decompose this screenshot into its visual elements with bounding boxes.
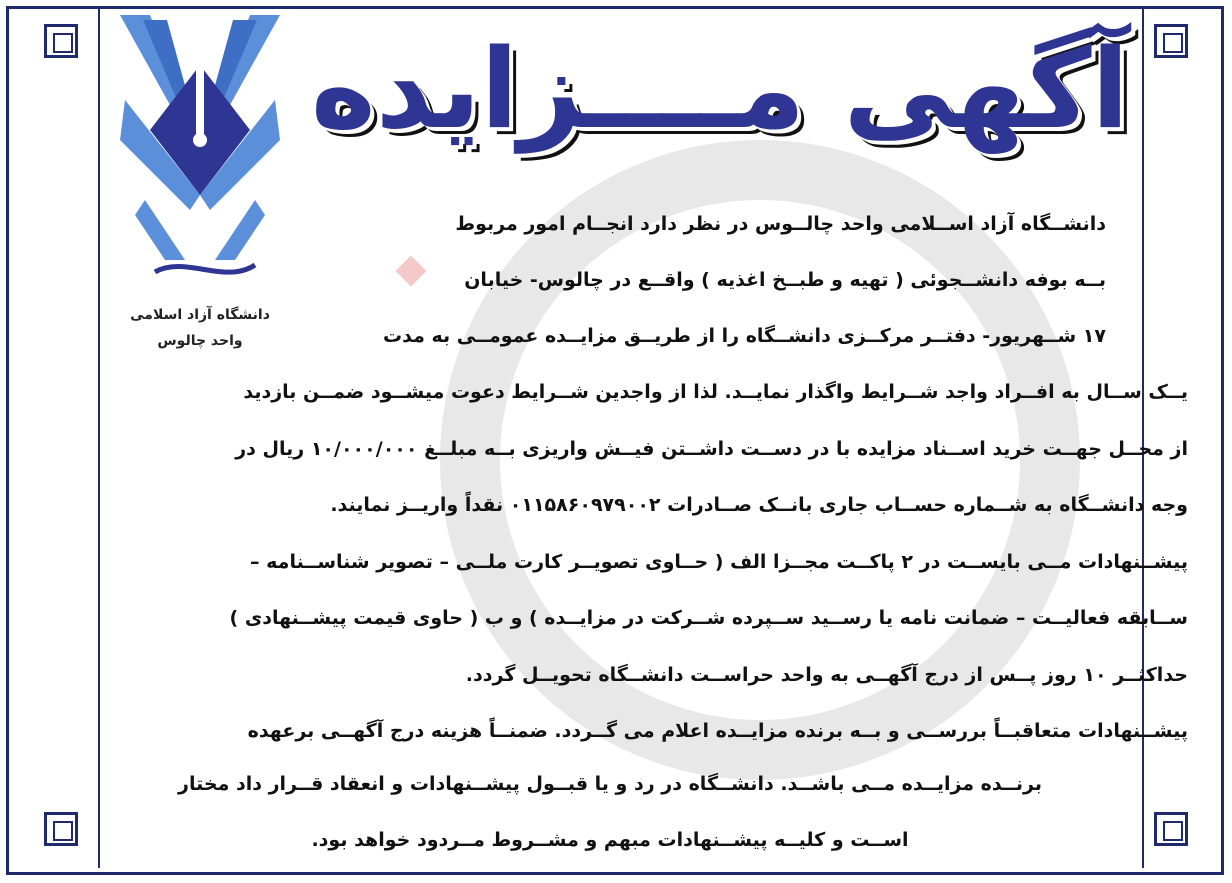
body-line: پیشــنهادات متعاقبــاً بررســی و بــه برنده مزایــده اعلام می گــردد. ضمنــاً هزینه درج آگهــی برعهده [247, 720, 1188, 742]
logo-caption-line2: واحد چالوس [157, 333, 243, 349]
corner-ornament-bottom-right [1154, 812, 1188, 846]
logo-caption [100, 302, 300, 354]
body-line: دانشــگاه آزاد اســلامی واحد چالــوس در نظر دارد انجــام امور مربوط [455, 213, 1106, 235]
body-line: از محــل جهــت خرید اســناد مزایده با در دســت داشــتن فیــش واریزی بــه مبلــغ ۱۰/۰۰۰/۰۰۰ ریال در [235, 437, 1188, 460]
university-logo [115, 10, 285, 290]
notice-body-end [130, 756, 1090, 868]
body-line: بــه بوفه دانشــجوئی ( تهیه و طبــخ اغذیه ) واقــع در چالوس- خیابان [464, 269, 1106, 291]
body-line: اســت و کلیــه پیشــنهادات مبهم و مشــروط مــردود خواهد بود. [311, 829, 909, 851]
body-line: یــک ســال به افــراد واجد شــرایط واگذار نمایــد. لذا از واجدین شــرایط دعوت میشــود ضمــن بازدید [243, 381, 1188, 403]
body-line: برنــده مزایــده مــی باشــد. دانشــگاه در رد و یا قبــول پیشــنهادات و انعقاد قــرار داد مختار [178, 773, 1042, 795]
body-line: حداکثــر ۱۰ روز پــس از درج آگهــی به واحد حراســت دانشــگاه تحویــل گردد. [465, 663, 1188, 686]
body-line: وجه دانشــگاه به شــماره حســاب جاری بانــک صــادرات ۰۱۱۵۸۶۰۹۷۹۰۰۲ نقداً واریــز نمایند. [330, 494, 1188, 516]
corner-ornament-top-right [1154, 24, 1188, 58]
notice-body-top [316, 196, 1106, 364]
notice-title: آگهی مــــزایده [310, 25, 1130, 153]
corner-ornament-top-left [44, 24, 78, 58]
logo-caption-line1: دانشگاه آزاد اسلامی [130, 307, 270, 323]
notice-body-main [38, 364, 1188, 760]
corner-ornament-bottom-left [44, 812, 78, 846]
body-line: ۱۷ شــهریور- دفتــر مرکــزی دانشــگاه را از طریــق مزایــده عمومــی به مدت [383, 325, 1106, 347]
body-line: ســابقه فعالیــت – ضمانت نامه یا رســید ســپرده شــرکت در مزایــده ) و ب ( حاوی قیمت پیشــنهادی ) [229, 607, 1188, 629]
body-line: پیشــنهادات مــی بایســت در ۲ پاکــت مجــزا الف ( حــاوی تصویــر کارت ملــی – تصویر شناســنامه – [250, 550, 1188, 573]
